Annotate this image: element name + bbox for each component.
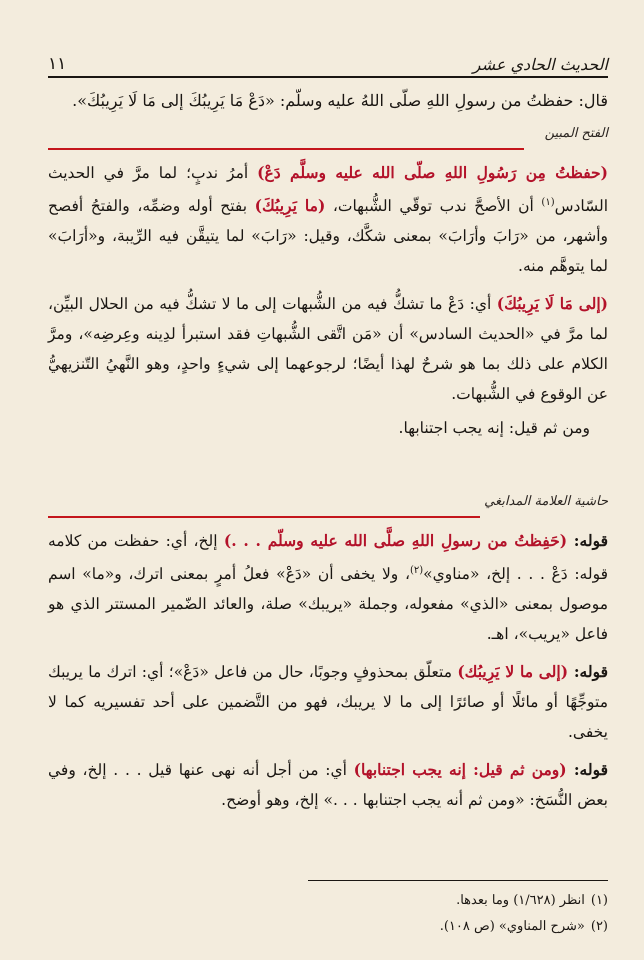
section-rule-fath — [48, 148, 524, 150]
page-number: ١١ — [48, 54, 67, 74]
fath-paragraph-3: ومن ثم قيل: إنه يجب اجتنابها. — [398, 419, 590, 438]
body-text: أمرُ ندبٍ؛ لما مرَّ في الحديث السّادس — [48, 164, 608, 216]
qawluhu-label: قوله: — [568, 662, 608, 682]
body-text: أن الأصحَّ ندب توقّي الشُّبهات، — [325, 197, 542, 216]
hadith-line: قال: حفظتُ من رسولِ اللهِ صلّى اللهُ عليه وسلّم: «دَعْ مَا يَرِيبُكَ إلى مَا لَا يَرِيبُكَ». — [72, 91, 608, 110]
section-rule-hashiya — [48, 516, 480, 518]
footnote-2 — [48, 914, 608, 940]
body-text: بفتح أوله وضمِّه، والفتحُ أفصح وأشهر، من «رَابَ وأرَابَ» بمعنى شكَّك، وقيل: «رَابَ» لما يتيقَّن فيه الرِّيبة، و«أرَابَ» لما يتوهَّم منه. — [48, 197, 608, 276]
body-text: أي: دَعْ ما تشكُّ فيه من الشُّبهات إلى ما لا تشكُّ فيه من الحلال البيِّن، لما مرَّ في «الحديث السادس» أن «مَن اتَّقى الشُّبهاتِ فقد استبرأ لدِينه وعِرضِه»، ومرَّ الكلام على ذلك بما هو شرحٌ لهذا أيضًا؛ لرجوعهما إلى شيءٍ واحدٍ، وهو النَّهيُ التّنزيهيُّ عن الوقوع في الشُّبهات. — [48, 295, 608, 404]
footnote-text: انظر (١/٦٢٨) وما بعدها. — [456, 893, 585, 908]
rubric-text: (حَفِظتُ من رسولِ اللهِ صلَّى الله عليه وسلّم . . .) — [223, 531, 568, 550]
header-rule — [48, 76, 608, 78]
footnote-rule — [308, 880, 608, 881]
footnote-ref: (٢) — [409, 565, 424, 576]
footnote-number: (١) — [590, 893, 608, 908]
section-title-hashiya: حاشية العلامة المدابغي — [484, 494, 608, 509]
hadith-text — [48, 86, 608, 116]
fath-commentary — [48, 158, 608, 443]
body-text: إلخ، أي: حفظت من كلامه قوله: دَعْ . . . إلخ، «مناوي» — [48, 532, 609, 584]
footnote-number: (٢) — [590, 919, 608, 934]
hashiya-paragraph-3 — [48, 755, 608, 815]
footnote-1 — [48, 888, 608, 914]
running-title: الحديث الحادي عشر — [472, 55, 608, 74]
rubric-text: (إلى مَا لَا يَرِيبُكَ) — [496, 294, 609, 314]
qawluhu-label: قوله: — [566, 760, 609, 780]
hashiya-paragraph-2 — [48, 657, 608, 747]
footnotes — [48, 888, 608, 940]
section-title-fath: الفتح المبين — [544, 126, 608, 141]
page-header — [48, 42, 608, 74]
fath-paragraph-1 — [48, 158, 608, 281]
hashiya-paragraph-1 — [48, 526, 608, 649]
body-text: ، ولا يخفى أن «دَعْ» فعلُ أمرٍ بمعنى اترك، و«ما» اسم موصول بمعنى «الذي» مفعوله، وجملة «يريبك» صلة، والعائد الضّمير المستتر الذي هو فاعل «يريب»، اهـ. — [48, 565, 608, 644]
fath-paragraph-2 — [48, 289, 608, 409]
hashiya-commentary — [48, 526, 608, 815]
body-text: متعلّق بمحذوفٍ وجوبًا، حال من فاعل «دَعْ»؛ أي: اترك ما يريبك متوجِّهًا أو مائلًا أو صائرًا إلى ما لا يريبك، فهو من التَّضمين على أحد تفسيريه كما لا يخفى. — [48, 663, 608, 742]
qawluhu-label: قوله: — [567, 531, 608, 550]
rubric-text: (ومن ثم قيل: إنه يجب اجتنابها) — [353, 760, 567, 780]
rubric-text: (إلى ما لا يَرِيبُك) — [457, 662, 569, 682]
footnote-ref: (١) — [541, 197, 555, 208]
footnote-text: «شرح المناوي» (ص ١٠٨). — [439, 919, 585, 934]
rubric-text: (ما يَرِيبُكَ) — [254, 196, 326, 216]
body-text: أي: من أجل أنه نهى عنها قيل . . . إلخ، وفي بعض النُّسَخ: «ومن ثم أنه يجب اجتنابها . . .» إلخ، وهو أوضح. — [48, 761, 608, 810]
rubric-text: (حفظتُ مِن رَسُولِ اللهِ صلّى الله عليه وسلَّم دَعْ) — [257, 163, 608, 182]
